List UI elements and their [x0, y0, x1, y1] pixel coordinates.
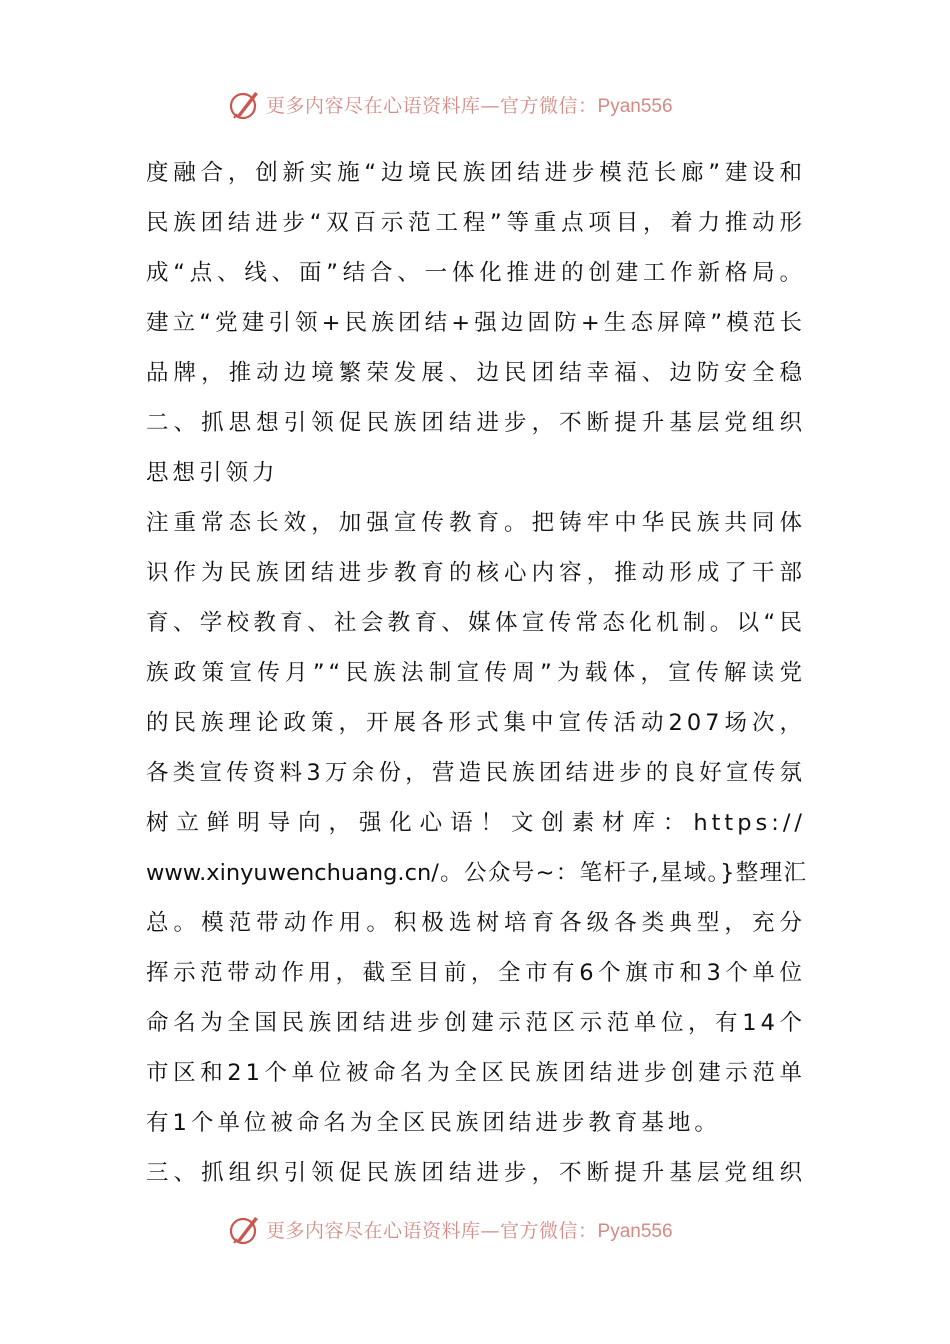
body-line: 民族团结进步“双百示范工程”等重点项目，着力推动形: [146, 210, 806, 236]
body-line: 各类宣传资料3万余份，营造民族团结进步的良好宣传氛: [146, 760, 806, 786]
body-line: 建立“党建引领+民族团结+强边固防+生态屏障”模范长: [146, 310, 806, 336]
section-heading-continued: 思想引领力: [146, 460, 279, 486]
footer-watermark-handle: Pyan556: [597, 1220, 673, 1242]
body-line: 成“点、线、面”结合、一体化推进的创建工作新格局。: [146, 260, 806, 286]
footer-watermark-label: 更多内容尽在心语资料库—官方微信：: [266, 1219, 598, 1242]
header-watermark-text: [266, 91, 673, 118]
header-watermark-banner: [228, 84, 728, 124]
header-watermark-label: 更多内容尽在心语资料库—官方微信：: [266, 94, 598, 117]
footer-watermark-text: [266, 1216, 673, 1243]
body-line: 族政策宣传月”“民族法制宣传周”为载体，宣传解读党: [146, 660, 806, 686]
quill-pen-circle-icon: [228, 87, 262, 121]
body-line: 有1个单位被命名为全区民族团结进步教育基地。: [146, 1110, 721, 1136]
section-heading: 三、抓组织引领促民族团结进步，不断提升基层党组织: [146, 1160, 806, 1186]
header-watermark-handle: Pyan556: [597, 95, 673, 117]
footer-watermark-banner: [228, 1209, 728, 1249]
body-line: 品牌，推动边境繁荣发展、边民团结幸福、边防安全稳: [146, 360, 806, 386]
body-line: 总。模范带动作用。积极选树培育各级各类典型，充分: [146, 910, 806, 936]
quill-pen-circle-icon: [228, 1212, 262, 1246]
body-line: 的民族理论政策，开展各形式集中宣传活动207场次，: [146, 710, 806, 736]
body-line: 市区和21个单位被命名为全区民族团结进步创建示范单: [146, 1060, 806, 1086]
body-line: 度融合，创新实施“边境民族团结进步模范长廊”建设和: [146, 160, 806, 186]
body-line: 挥示范带动作用，截至目前，全市有6个旗市和3个单位: [146, 960, 806, 986]
body-line-url: www.xinyuwenchuang.cn/。公众号~：笔杆子,星域。}整理汇: [146, 860, 806, 886]
body-line: 育、学校教育、社会教育、媒体宣传常态化机制。以“民: [146, 610, 806, 636]
section-heading: 二、抓思想引领促民族团结进步，不断提升基层党组织: [146, 410, 806, 436]
body-line: 树立鲜明导向，强化心语！文创素材库：https://: [146, 810, 806, 836]
body-line: 命名为全国民族团结进步创建示范区示范单位，有14个: [146, 1010, 806, 1036]
body-line: 识作为民族团结进步教育的核心内容，推动形成了干部: [146, 560, 806, 586]
document-body: [146, 148, 806, 1198]
body-line: 注重常态长效，加强宣传教育。把铸牢中华民族共同体: [146, 510, 806, 536]
